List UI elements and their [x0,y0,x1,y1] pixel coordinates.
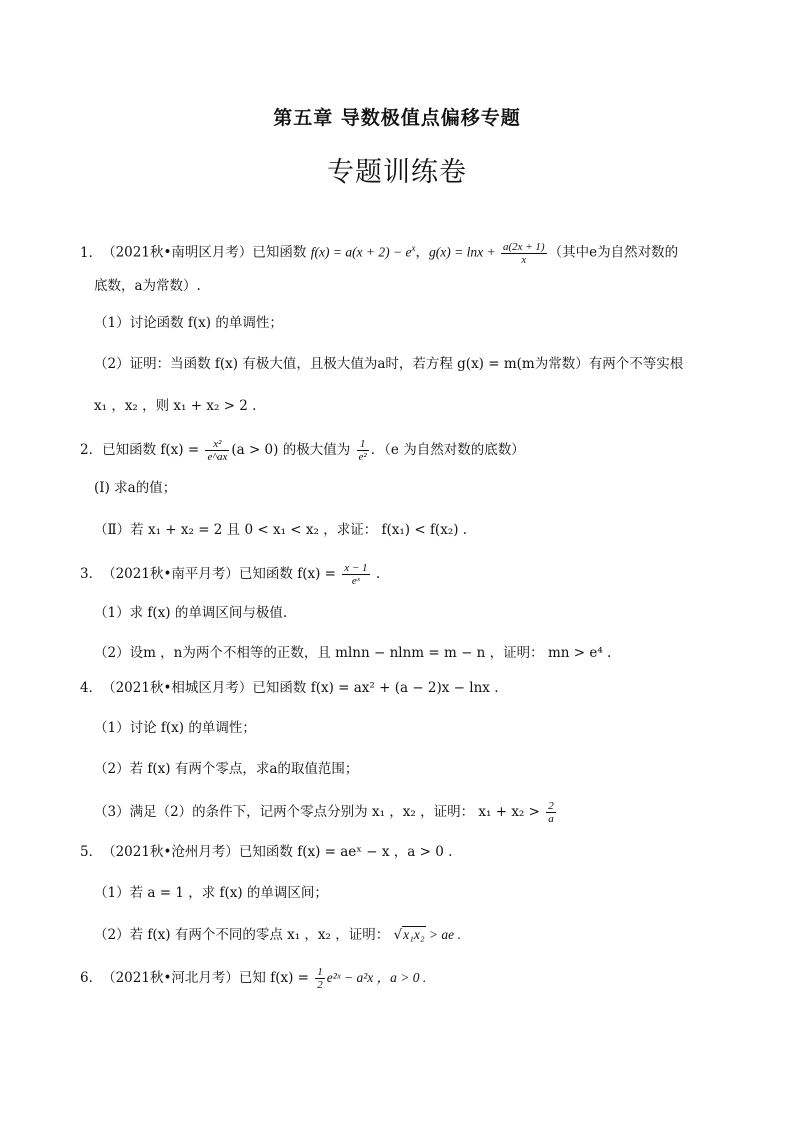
problem-3-part-2: （2）设m ，n为两个不相等的正数，且 mlnn − nlnm = m − n ，证明： mn > e⁴ . [94,645,612,661]
problem-number: 6． [80,970,103,986]
problem-text: （2021秋•河北月考）已知 f(x) = [102,970,314,986]
problem-4-stem [80,678,499,698]
problem-3-stem [80,562,380,587]
math-expression: g(x) = lnx + [429,244,499,260]
problem-3-part-1: （1）求 f(x) 的单调区间与极值. [94,605,288,621]
problem-1-part-1: （1）讨论函数 f(x) 的单调性； [94,315,283,331]
problem-text: （3）满足（2）的条件下，记两个零点分别为 x₁ ，x₂ ，证明： x₁ + x₂ > [94,804,545,820]
fraction-denominator: a [548,813,554,825]
problem-4-part-2: （2）若 f(x) 有两个零点，求a的取值范围； [94,761,359,777]
problem-text: （2）若 f(x) 有两个不同的零点 x₁ ，x₂ ，证明： [94,927,394,943]
problem-number: 3． [80,566,103,582]
fraction-numerator: x² [205,438,229,451]
problem-4-part-1: （1）讨论 f(x) 的单调性； [94,720,256,736]
problem-text: (a > 0) 的极大值为 [231,442,355,458]
problem-number: 1． [80,244,103,261]
problem-text: ．（e 为自然对数的底数） [370,442,525,458]
fraction-numerator: 1 [357,438,369,451]
problem-number: 2． [80,442,103,458]
problem-2-part-2: （Ⅱ）若 x₁ + x₂ = 2 且 0 < x₁ < x₂ ，求证： f(x₁) < f(x₂) . [94,522,468,538]
fraction-numerator: 2 [548,800,554,812]
fraction-denominator: x [521,253,527,266]
fraction [315,966,325,991]
separator: ， [415,244,430,261]
problem-source: （2021秋•南明区月考）已知函数 [102,244,311,261]
fraction-denominator: e^ax [207,451,228,463]
problem-text: （2021秋•沧州月考）已知函数 f(x) = aeˣ − x ，a > 0 . [102,844,453,860]
fraction-denominator: e² [358,451,367,463]
problem-1-stem [80,238,678,266]
problem-4-part-3 [94,800,558,825]
fraction [546,800,556,825]
problem-text: （2021秋•相城区月考）已知函数 f(x) = ax² + (a − 2)x − lnx . [102,680,499,696]
problem-5-stem [80,842,452,862]
problem-text: . [371,566,381,582]
problem-number: 4． [80,680,103,696]
problem-text: （其中e为自然对数的 [548,244,679,261]
math-exponent: x [411,243,416,253]
problem-2-part-1: (I) 求a的值； [94,480,177,496]
problem-number: 5． [80,844,103,860]
fraction [342,562,369,587]
fraction-denominator: eˣ [351,575,360,587]
fraction-denominator: 2 [317,979,323,991]
problem-1-stem-cont: 底数，a为常数）. [94,278,201,294]
fraction-numerator: a(2x + 1) [502,240,545,253]
problem-5-part-2 [94,925,461,945]
problem-text: > ae . [425,927,461,942]
fraction [357,438,369,463]
fraction-numerator: x − 1 [344,562,368,574]
page-subtitle: 专题训练卷 [327,157,467,188]
problem-5-part-1: （1）若 a = 1 ，求 f(x) 的单调区间； [94,885,328,901]
problem-2-stem [80,438,525,463]
problem-text: （2021秋•南平月考）已知函数 f(x) = [102,566,341,582]
sqrt-radicand: x₁x₂ [403,927,425,942]
fraction [205,438,229,463]
problem-text: e²ˣ − a²x ，a > 0 . [326,970,427,985]
sqrt-symbol: √ [393,927,403,943]
fraction-numerator: 1 [317,966,323,978]
chapter-title: 第五章 导数极值点偏移专题 [273,107,521,129]
fraction [501,241,547,266]
problem-6-stem [80,966,426,991]
problem-1-part-2: （2）证明：当函数 f(x) 有极大值，且极大值为a时，若方程 g(x) = m(m为常数）有两个不等实根 [94,356,684,372]
math-expression: f(x) = a(x + 2) − e [310,244,412,260]
problem-text: 已知函数 f(x) = [102,442,204,458]
problem-1-part-2-cont: x₁ ，x₂ ，则 x₁ + x₂ > 2 . [94,398,257,414]
